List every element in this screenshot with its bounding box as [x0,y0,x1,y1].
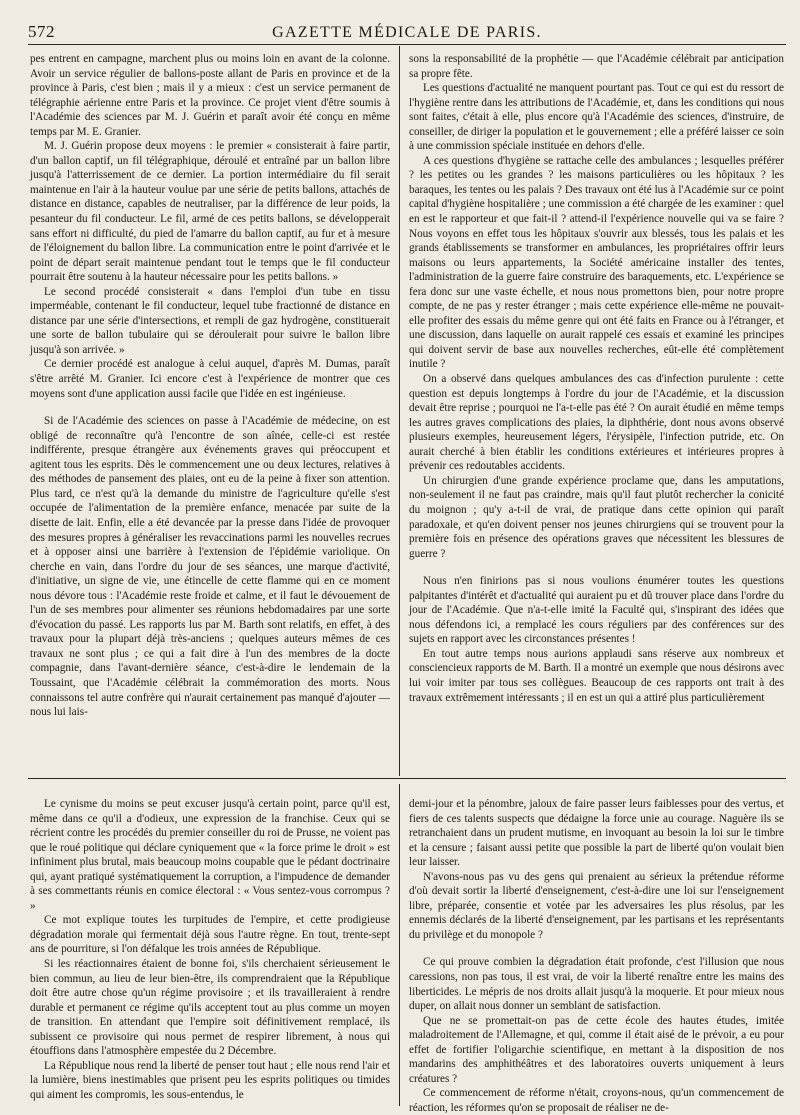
page-number: 572 [28,22,55,41]
article-column-top-left [30,52,390,770]
paragraph: Les questions d'actualité ne manquent pourtant pas. Tout ce qui est du ressort de l'hygiène rentre dans les attributions de l'Académie, et, dans les conditions qui nous sont faites, c'était à elle, plus encore qu'à l'Académie des sciences, d'instruire, de conseiller, de diriger la population et le gouvernement ; elle a préféré laisser ce soin à une commission spéciale instituée en dehors d'elle. [409,82,784,153]
column-divider-top [399,46,400,776]
paragraph: Ce commencement de réforme n'était, croyons-nous, qu'un commencement de réaction, les réformes qu'on se proposait de réaliser ne de- [409,1087,784,1114]
paragraph: Un chirurgien d'une grande expérience proclame que, dans les amputations, non-seulement il ne faut pas craindre, mais qu'il faut plutôt rechercher la conicité du moignon ; qu'y a-t-il de vrai, de pratique dans cette opinion qui paraît paradoxale, et qu'en doivent penser nos jeunes chirurgiens qui se trouvent pour la première fois en présence des opérations graves que nécessitent les blessures de guerre ? [409,474,784,560]
paragraph: Le second procédé consisterait « dans l'emploi d'un tube en tissu imperméable, contenant le fil conducteur, lequel tube fractionné de distance en distance par une série d'intersections, et rempli de gaz hydrogène, constituerait une sorte de ballon tubulaire qui se déroulerait pour suivre le ballon libre jusqu'à son arrivée. » [30,285,390,356]
article-column-top-right [409,52,784,770]
paragraph: N'avons-nous pas vu des gens qui prenaient au sérieux la prétendue réforme d'où devait sortir la liberté d'enseignement, c'est-à-dire une loi sur l'enseignement libre, préparée, consentie et votée par les adversaires les plus résolus, par les ennemis déclarés de la liberté d'enseignement, par les partisans et les représentants du privilège et du monopole ? [409,870,784,941]
paragraph: Nous n'en finirions pas si nous voulions énumérer toutes les questions palpitantes d'intérêt et d'actualité qui auraient pu et dû trouver place dans l'ordre du jour de l'Académie. Que n'a-t-elle imité la Faculté qui, s'inspirant des idées que nous défendons ici, a remplacé les cours réguliers par des conférences sur des sujets en rapport avec les circonstances présentes ! [409,575,784,646]
feuilleton-column-left [30,797,390,1101]
paragraph: Ce dernier procédé est analogue à celui auquel, d'après M. Dumas, paraît s'être arrêté M. Granier. Ici encore c'est à l'expérience de montrer que ces moyens sont d'une application aussi facile que l'idée en est ingénieuse. [30,358,390,400]
section-break [409,942,784,955]
paragraph: La République nous rend la liberté de penser tout haut ; elle nous rend l'air et la lumière, biens inestimables que prisent peu les esprits politiques ou timides qui aiment les compromis, les sous-entendus, le [30,1059,390,1101]
section-rule [28,778,786,779]
paragraph: Ce mot explique toutes les turpitudes de l'empire, et cette prodigieuse dégradation morale qui fermentait déjà sous l'autre règne. En tout, trente-sept ans de pourriture, si l'on défalque les trois années de République. [30,914,390,956]
paragraph: En tout autre temps nous aurions applaudi sans réserve aux nombreux et consciencieux rapports de M. Barth. Il a montré un exemple que nous désirons avec lui voir imiter par tous ses collègues. Beaucoup de ces rapports ont trait à des travaux extrêmement intéressants ; il en est un qui a attiré plus particulièrement [409,647,784,704]
section-break [30,401,390,414]
section-break [409,561,784,574]
paragraph: Ce qui prouve combien la dégradation était profonde, c'est l'illusion que nous caressions, non pas tous, il est vrai, de voir la liberté renaître entre les mains des liberticides. Le mépris de nos droits allait jusqu'à la moquerie. Et pour mieux nous duper, on allait nous donner un semblant de satisfaction. [409,956,784,1013]
paragraph: sons la responsabilité de la prophétie — que l'Académie célébrait par anticipation sa propre fête. [409,53,784,80]
column-divider-bottom [399,784,400,1106]
paragraph: Que ne se promettait-on pas de cette école des hautes études, imitée maladroitement de l'Allemagne, et qui, comme il était aisé de le prévoir, a eu pour effet de fortifier l'oligarchie scientifique, en mettant à la disposition de nos mandarins des amphithéâtres et des laboratoires ouverts uniquement à leurs créatures ? [409,1014,784,1085]
feuilleton-column-right [409,797,784,1114]
paragraph: M. J. Guérin propose deux moyens : le premier « consisterait à faire partir, d'un ballon captif, un fil télégraphique, déroulé et entraîné par un ballon libre jusqu'à l'atterrissement de ce dernier. La portion intermédiaire du fil serait maintenue en l'air à la hauteur voulue par une série de petits ballons, attachés de distance en distance, capables de neutraliser, par la différence de leur poids, la pesanteur du fil conducteur. Le fil, armé de ces petits ballons, se développerait sans effort ni difficulté, du pied de l'amarre du ballon captif, au fur et à mesure de l'éloignement du ballon libre. La communication entre le point d'arrivée et le point de départ serait maintenue pendant tout le temps que le fil conducteur pourrait être soutenu à la hauteur nécessaire pour les petits ballons. » [30,140,390,284]
paragraph: Le cynisme du moins se peut excuser jusqu'à certain point, parce qu'il est, même dans ce qu'il a d'odieux, une expression de la franchise. Ceux qui se récrient contre les procédés du premier conseiller du roi de Prusse, ne voient pas que le roué politique qui déclare cyniquement que « la force prime le droit » est infiniment plus brutal, mais beaucoup moins coupable que le pédant doctrinaire qui, ayant pratiqué systématiquement la corruption, a l'impudence de demander à ses commettants réunis en comice électoral : « Vous sentez-vous corrompus ? » [30,798,390,912]
paragraph: Si de l'Académie des sciences on passe à l'Académie de médecine, on est obligé de reconnaître qu'à l'encontre de son aînée, celle-ci est restée indifférente, presque étrangère aux événements graves qui préoccupent et agitent tous les esprits. Dès le commencement une ou deux lectures, relatives à des méthodes de pansement des plaies, ont eu de la peine à fixer son attention. Plus tard, ce n'est qu'à la demande du ministre de l'agriculture qu'elle s'est occupée de l'alimentation de la première enfance, menacée par suite de la disette de lait. Enfin, elle a été devancée par la presse dans l'idée de provoquer des mesures propres à généraliser les revaccinations parmi les nouvelles recrues et à opposer ainsi une barrière à l'extension de l'épidémie variolique. On cherche en vain, dans l'ordre du jour de ses séances, une marque d'activité, d'initiative, un signe de vie, une étincelle de cette flamme qui en ce moment nous dévore tous : l'Académie reste froide et calme, et il faut le dévouement de l'un de ses membres pour alimenter ses réunions hebdomadaires par une sorte d'évocation du passé. Les rapports lus par M. Barth sont relatifs, en effet, à des travaux pour la plupart déjà très-anciens ; quelques auteurs mêmes de ces travaux ne sont plus ; ce qui a fait dire à l'un des membres de la docte compagnie, dans l'avant-dernière séance, c'est-à-dire le lendemain de la Toussaint, que l'Académie célébrait la commémoration des morts. Nous connaissons tel autre confrère qui n'aurait certainement pas manqué d'ajouter — nous lui lais- [30,415,390,719]
paragraph: A ces questions d'hygiène se rattache celle des ambulances ; lesquelles préférer ? les petites ou les grandes ? les maisons particulières ou les hôpitaux ? les baraques, les tentes ou les palais ? Des travaux ont été lus à l'Académie sur ce point capital d'hygiène hospitalière ; une commission a été chargée de les examiner : quel en est le rapporteur et que fait-il ? attend-il l'expérience nouvelle qui va se faire ? Nous voyons en effet tous les hôpitaux s'ouvrir aux blessés, tous les palais et les grands établissements se transformer en ambulances, les propriétaires offrir leurs maisons ou leurs appartements, la Société américaine installer des tentes, l'administration de la guerre faire construire des baraquements, etc. L'expérience se fera donc sur une vaste échelle, et nous nous promettons bien, pour notre propre compte, de ne pas y rester étranger ; mais cette expérience elle-même ne pouvait-elle profiter des essais du même genre qui ont été faits en France ou à l'étranger, et une discussion, dans laquelle on aurait rappelé ces essais et examiné les principes qui doivent servir de base aux nouvelles recherches, eût-elle été complètement inutile ? [409,154,784,371]
paragraph: On a observé dans quelques ambulances des cas d'infection purulente : cette question est depuis longtemps à l'ordre du jour de l'Académie, et la discussion devait être reprise ; pourquoi ne l'a-t-elle pas été ? On aurait étudié en même temps les autres graves complications des plaies, la diphthérie, dont nous avons observé plusieurs exemples, heureusement légers, l'érysipèle, l'infection putride, etc. On aurait cherché à bien établir les conditions extérieures et intérieures propres à prévenir ces redoutables accidents. [409,373,784,473]
paragraph: demi-jour et la pénombre, jaloux de faire passer leurs faiblesses pour des vertus, et fiers de ces talents suspects que dédaigne la force unie au courage. Naguère ils se retranchaient dans un prudent mutisme, en invoquant au besoin la loi sur le timbre et la censure ; faisant aussi petite que possible la part de liberté qu'on voulait bien leur laisser. [409,798,784,869]
paragraph: pes entrent en campagne, marchent plus ou moins loin en avant de la colonne. Avoir un service régulier de ballons-poste allant de Paris en province et de la province à Paris, c'est bien ; mais il y a mieux : c'est un service permanent de télégraphie aérienne entre Paris et la province. Ce projet vient d'être soumis à l'Académie des sciences par M. J. Guérin et paraît avoir été conçu en même temps par M. E. Granier. [30,53,390,138]
journal-title: GAZETTE MÉDICALE DE PARIS. [272,24,542,41]
page-header [28,22,786,44]
paragraph: Si les réactionnaires étaient de bonne foi, s'ils cherchaient sérieusement le bien commun, au lieu de leur bien-être, ils comprendraient que la République doit être autre chose qu'un régime provisoire ; et ils travailleraient à rendre durable et permanent ce régime qu'ils acceptent tout au plus comme un moyen de transition. En attendant que l'empire soit définitivement remplacé, ils subissent ce provisoire qui nous permet de respirer librement, à nous qui étouffions dans l'atmosphère empestée du 2 Décembre. [30,958,390,1058]
header-rule [28,44,786,45]
